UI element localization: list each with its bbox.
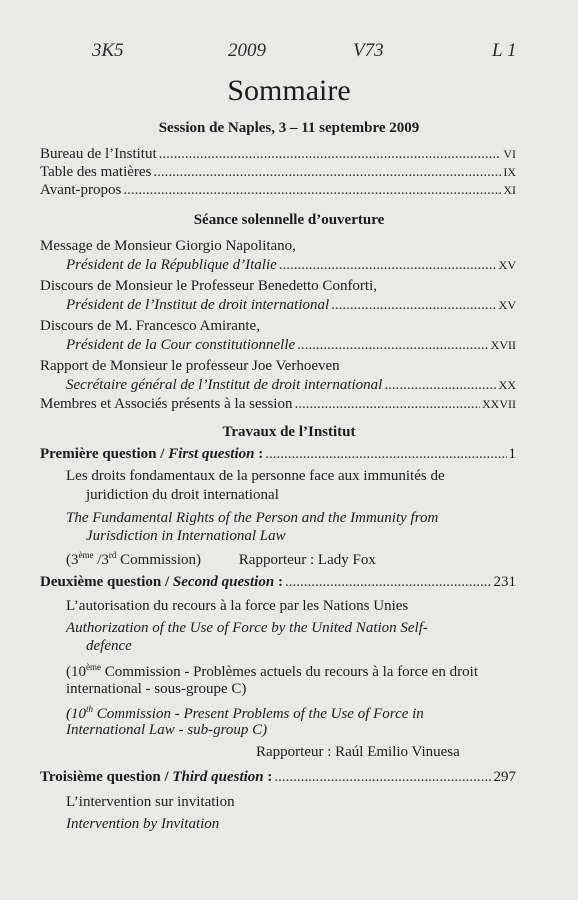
toc-page-number: 1 [508,446,516,462]
toc-entry-label: Bureau de l’Institut [40,146,157,162]
toc-entry-label [40,574,283,591]
q2-commission-fr-line2: international - sous-groupe C) [66,681,247,697]
toc-entry-label [40,769,272,786]
toc-entry-third-question [40,769,516,786]
toc-entry-avant-propos [40,182,516,199]
dot-leader [279,257,497,274]
question-colon: : [274,574,283,590]
q2-commission-en-line1 [66,704,516,723]
commission-text: (10 [66,706,86,722]
toc-page-number: XV [498,258,516,272]
toc-page-number: XV [498,298,516,312]
toc-page-number: XX [498,378,516,392]
toc-entry-napolitano [66,257,516,274]
toc-page-number: XI [503,183,516,197]
dot-leader [297,337,489,354]
question-colon: : [254,446,264,462]
q2-title-fr: L’autorisation du recours à la force par les Nations Unies [66,598,409,614]
toc-page-number: 231 [493,574,516,590]
q2-commission-en-line2: International Law - sub-group C) [66,722,268,738]
dot-leader [285,574,492,591]
question-label-fr: Deuxième question / [40,574,173,590]
toc-page-number: XVII [490,338,516,352]
commission-text: Commission - Present Problems of the Use of Force in [93,706,424,722]
question-label-en: Third question [172,769,264,785]
toc-entry-label: Avant-propos [40,182,122,198]
dot-leader [331,297,496,314]
commission-text: Commission - Problèmes actuels du recours à la force en droit [101,664,478,680]
toc-entry-label: Président de la Cour constitutionnelle [66,337,296,353]
superscript: ème [78,550,94,560]
toc-page-number: IX [503,165,516,179]
q2-commission-fr-line1 [66,662,516,681]
dot-leader [384,377,496,394]
q1-title-fr-line2: juridiction du droit international [86,487,279,503]
page-title: Sommaire [227,74,351,107]
toc-entry-table [40,164,516,181]
session-heading: Session de Naples, 3 – 11 septembre 2009 [158,120,420,136]
toc-page-number: VI [503,147,516,161]
handwritten-note-2: 2009 [228,40,266,61]
commission-text: (3 [66,552,79,568]
superscript: th [86,704,94,714]
q2-title-en-line2: defence [86,638,132,654]
toc-entry-second-question [40,574,516,591]
q1-title-fr-line1: Les droits fondamentaux de la personne face aux immunités de [66,468,445,484]
superscript: ème [86,662,101,672]
q1-commission [66,550,516,569]
q1-title-en-line2: Jurisdiction in International Law [86,528,286,544]
q3-title-en: Intervention by Invitation [66,816,220,832]
dot-leader [153,164,501,181]
toc-entry-amirante [66,337,516,354]
question-label-en: First question [168,446,255,462]
toc-entry-verhoeven-line1: Rapport de Monsieur le professeur Joe Verhoeven [40,358,340,374]
toc-entry-label: Secrétaire général de l’Institut de droit international [66,377,383,393]
handwritten-note-1: 3K5 [92,40,124,61]
toc-page-number: 297 [493,769,516,785]
question-colon: : [263,769,273,785]
toc-entry-membres [40,396,516,413]
dot-leader [274,769,491,786]
toc-entry-label: Table des matières [40,164,152,180]
toc-entry-bureau [40,146,516,163]
q1-title-en-line1: The Fundamental Rights of the Person and the Immunity from [66,510,439,526]
toc-entry-napolitano-line1: Message de Monsieur Giorgio Napolitano, [40,238,296,254]
q2-title-en-line1: Authorization of the Use of Force by the United Nation Self- [66,620,428,636]
dot-leader [123,182,501,199]
dot-leader [159,146,502,163]
question-label-fr: Première question / [40,446,169,462]
toc-entry-label [40,446,263,463]
commission-text: (10 [66,664,86,680]
dot-leader [265,446,506,463]
toc-entry-conforti [66,297,516,314]
commission-text: Commission) [116,552,202,568]
toc-entry-label: Président de la République d’Italie [66,257,277,273]
question-label-en: Second question [172,574,275,590]
q2-rapporteur: Rapporteur : Raúl Emilio Vinuesa [256,744,460,760]
rapporteur: Rapporteur : Lady Fox [238,552,376,568]
commission-text: /3 [93,552,109,568]
toc-entry-amirante-line1: Discours de M. Francesco Amirante, [40,318,260,334]
superscript: rd [108,550,117,560]
toc-entry-label: Membres et Associés présents à la session [40,396,293,412]
toc-entry-conforti-line1: Discours de Monsieur le Professeur Benedetto Conforti, [40,278,378,294]
seance-heading: Séance solennelle d’ouverture [193,212,385,228]
q3-title-fr: L’intervention sur invitation [66,794,235,810]
handwritten-note-4: L 1 [492,40,517,61]
toc-page-number: XXVII [482,397,516,411]
toc-entry-first-question [40,446,516,463]
toc-entry-verhoeven [66,377,516,394]
toc-entry-label: Président de l’Institut de droit international [66,297,330,313]
question-label-fr: Troisième question / [40,769,173,785]
handwritten-note-3: V73 [353,40,384,61]
travaux-heading: Travaux de l’Institut [222,424,356,440]
dot-leader [294,396,480,413]
